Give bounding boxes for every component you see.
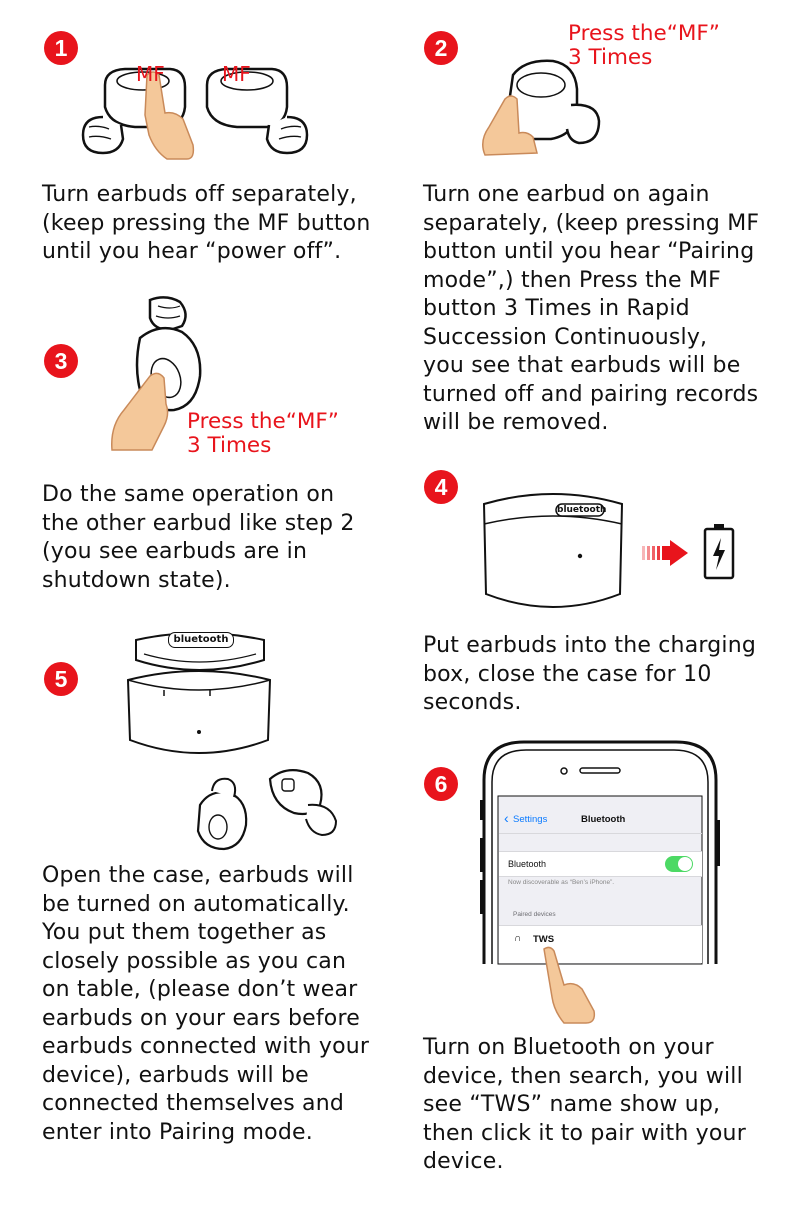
step-4-text: Put earbuds into the charging box, close the case for 10 seconds. [423,633,757,715]
step-5-text: Open the case, earbuds will be turned on automatically. You put them together as closely possible as you can on table, (please don’t wear earbuds on your ears before earbuds connected with your device), earbuds will be connected themselves and enter into Pairing mode. [42,863,370,1145]
step-2-earbud-illustration [475,55,605,160]
loose-earbuds-illustration [190,765,340,860]
step-6-text: Turn on Bluetooth on your device, then search, you will see “TWS” name show up, then click it to pair with your device. [423,1035,746,1174]
battery-charging-icon [703,524,735,580]
charging-arrow-icon [642,538,690,568]
step-2-badge: 2 [424,31,458,65]
phone-screen [499,797,702,963]
bluetooth-toggle-row[interactable] [499,851,702,877]
headphones-icon: ∩ [514,933,522,944]
step-1-text: Turn earbuds off separately, (keep pressing the MF button until you hear “power off”. [42,182,371,264]
paired-device-row[interactable] [499,925,702,963]
step-5-badge: 5 [44,662,78,696]
charging-case-open-illustration [124,630,274,760]
step-4-brand-logo: bluetooth [557,505,607,515]
step-3-press-label: Press the“MF” 3 Times [187,409,339,458]
step-3-badge: 3 [44,344,78,378]
step-4-badge: 4 [424,470,458,504]
phone-screen-title: Bluetooth [581,814,626,825]
earbuds-pair-illustration [75,55,335,165]
settings-back-link[interactable]: Settings [513,814,548,825]
step-1-badge: 1 [44,31,78,65]
bluetooth-row-label: Bluetooth [508,859,547,869]
discoverable-note: Now discoverable as “Ben’s iPhone”. [508,879,615,886]
step-2-text: Turn one earbud on again separately, (keep pressing MF button until you hear “Pairing mode”,) then Press the MF button 3 Times in Rapid Succession Continuously, you see that earbuds will be turned off and pairing records will be removed. [423,182,760,435]
bluetooth-toggle[interactable] [665,856,693,872]
step-3-text: Do the same operation on the other earbud like step 2 (you see earbuds are in shutdown state). [42,482,355,593]
step-2-press-label: Press the“MF” 3 Times [568,21,720,70]
paired-device-name[interactable]: TWS [533,934,555,945]
step-1-mf-left: MF [136,62,165,86]
phone-nav-bar [499,807,702,834]
step-5-brand-logo: bluetooth [168,632,234,648]
tapping-hand-illustration [540,945,600,1025]
step-6-badge: 6 [424,767,458,801]
paired-devices-header: Paired devices [513,911,556,918]
step-1-mf-right: MF [222,62,251,86]
toggle-knob [678,857,692,871]
back-chevron-icon[interactable]: ‹ [504,810,509,826]
